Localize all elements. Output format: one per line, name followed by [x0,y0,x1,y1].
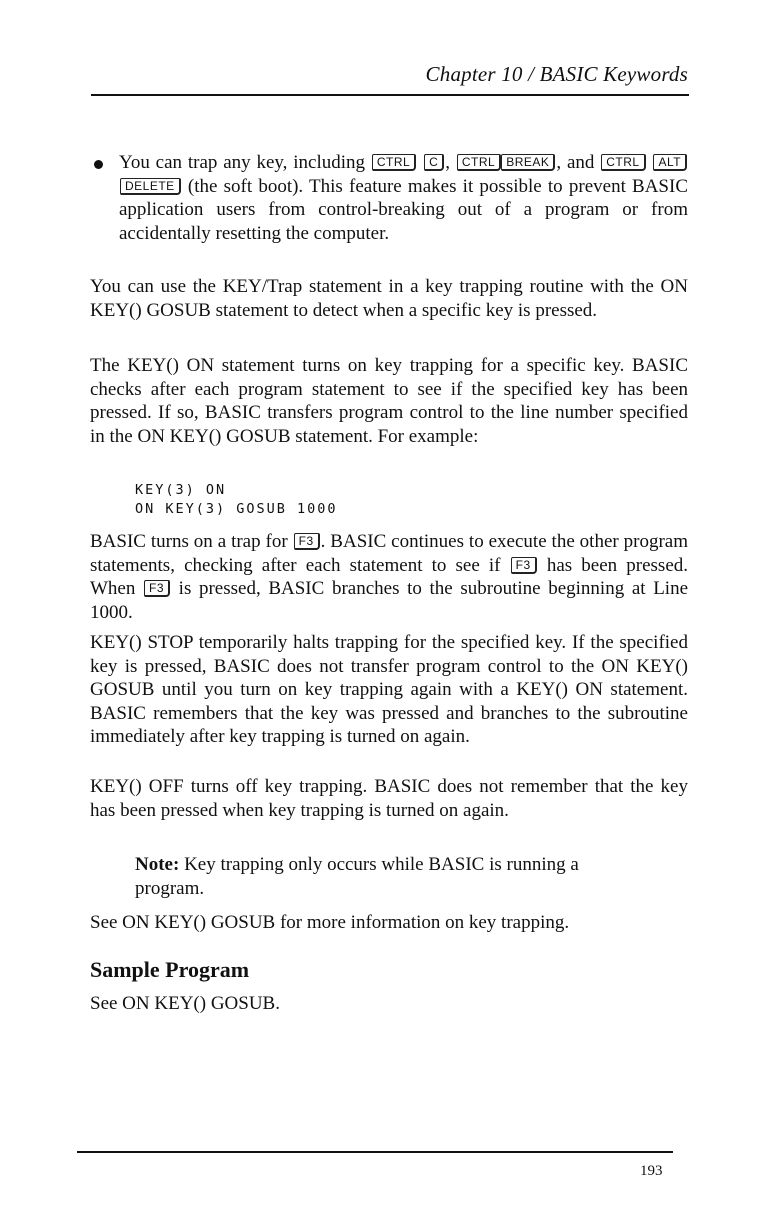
paragraph-key-trap: You can use the KEY/Trap statement in a key trapping routine with the ON KEY() GOSUB statement to detect when a specific key is pressed. [90,276,688,321]
note-box [135,853,635,900]
section-heading: Sample Program [90,957,250,982]
f3-key: F3 [144,580,170,597]
page-number: 193 [640,1163,663,1179]
f3-key: F3 [294,533,320,550]
section-text: See ON KEY() GOSUB. [90,993,280,1014]
chapter-header: Chapter 10 / BASIC Keywords [425,62,688,86]
bullet-dot-icon [94,160,103,169]
paragraph-see-also: See ON KEY() GOSUB for more information on key trapping. [90,912,570,933]
delete-key: DELETE [120,178,181,195]
paragraph-f3-trap: BASIC turns on a trap for F3 . BASIC continues to execute the other program statements, checking after each statement to see if F3 has been pressed. When F3 is pressed, BASIC branches to the subroutine beginning at Line 1000. [90,531,689,623]
c-key: C [424,154,444,171]
header-rule [91,94,689,96]
paragraph-key-off: KEY() OFF turns off key trapping. BASIC does not remember that the key has been pressed when key trapping is turned on again. [90,776,688,821]
ctrl-key: CTRL [457,154,501,171]
paragraph-key-on: The KEY() ON statement turns on key trapping for a specific key. BASIC checks after each program statement to see if the specified key has been pressed. If so, BASIC transfers program control to the line number specified in the ON KEY() GOSUB statement. For example: [90,355,688,447]
ctrl-key: CTRL [601,154,645,171]
footer-rule [77,1151,673,1153]
note-label: Note: [135,854,180,875]
code-line: ON KEY(3) GOSUB 1000 [135,501,338,517]
ctrl-key: CTRL [372,154,416,171]
alt-key: ALT [653,154,687,171]
f3-key: F3 [511,557,537,574]
code-line: KEY(3) ON [135,482,227,498]
bullet-item [119,151,688,245]
note-text: Key trapping only occurs while BASIC is running a program. [135,854,579,899]
bullet-text: You can trap any key, including CTRL C , CTRL BREAK , and CTRL ALT DELETE (the soft boot). This feature makes it possible to prevent BASIC application users from control-breaking out of a program or from accidentally resetting the computer. [119,152,689,244]
break-key: BREAK [501,154,555,171]
paragraph-key-stop: KEY() STOP temporarily halts trapping for the specified key. If the specified key is pressed, BASIC does not transfer program control to the ON KEY() GOSUB until you turn on key trapping again with a KEY() ON statement. BASIC remembers that the key was pressed and branches to the subroutine immediately after key trapping is turned on again. [90,632,688,747]
